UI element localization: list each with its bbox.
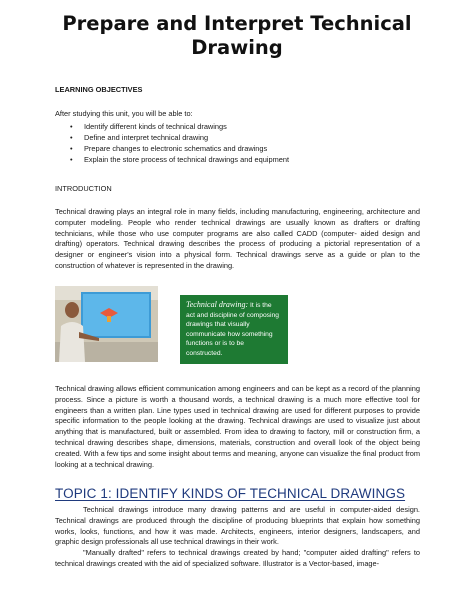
page-title: Prepare and Interpret Technical Drawing <box>62 12 412 59</box>
bullet-icon: • <box>70 144 73 153</box>
callout-term: Technical drawing: <box>186 300 249 309</box>
photo-illustration <box>55 286 158 362</box>
learning-objectives-heading: LEARNING OBJECTIVES <box>55 85 143 94</box>
callout-definition: It is the act and discipline of composing drawings that visually communicate how something functions or is to be constructed. <box>186 302 279 357</box>
list-item: • Explain the store process of technical drawings and equipment <box>70 155 290 164</box>
learning-objectives-intro: After studying this unit, you will be able to: <box>55 109 193 118</box>
introduction-paragraph-1: Technical drawing plays an integral role in many fields, including manufacturing, engineering, architecture and computer modeling. People who render technical drawings are usually known as drafters or drafting technicians, while those who use computer programs are also called CADD (computer- aided design and drafting) operators. Technical drawing describes the process of producing a pictorial representation of a designer or engineer's vision into a physical form. Technical drawings serve as a guide or plan to the construction of whatever is represented in the drawing. <box>55 207 420 270</box>
topic-paragraph-2: "Manually drafted" refers to technical drawings created by hand; "computer aided drafting" refers to technical drawings created with the aid of specialized software. Illustrator is a Vector-based, image- <box>55 548 420 568</box>
learning-objectives-list <box>70 121 289 165</box>
list-item: • Define and interpret technical drawing <box>70 133 209 142</box>
introduction-paragraph-2: Technical drawing allows efficient communication among engineers and can be kept as a record of the planning process. Since a picture is worth a thousand words, a technical drawing is a much more effective tool for engineers than a written plan. Line types used in technical drawing are used for different purposes to provide specific information to the people looking at the drawing. Technical drawings are used to visualize just about anything that is manufactured, built or assembled. From idea to drawing to factory, mill or construction firm, a technical drawing describes shape, dimensions, materials, construction and overall look of the object being created. With a few tips and some insight about terms and meaning, anyone can visualize the final product from looking at a technical drawing. <box>55 384 420 469</box>
bullet-icon: • <box>70 155 73 164</box>
topic-paragraph-1: Technical drawings introduce many drawing patterns and are useful in computer-aided design. Technical drawings are produced through the discipline of producing blueprints that explain how something works, looks, functions, and how it was made. Architects, engineers, interior designers, landscapers, and graphic design professionals all use technical drawings in their work. <box>55 505 420 547</box>
introduction-heading: INTRODUCTION <box>55 184 112 193</box>
topic-heading: TOPIC 1: IDENTIFY KINDS OF TECHNICAL DRAWINGS <box>55 486 406 501</box>
definition-callout <box>180 295 288 364</box>
list-item: • Identify different kinds of technical drawings <box>70 122 227 131</box>
presentation-photo <box>55 286 158 362</box>
bullet-icon: • <box>70 133 73 142</box>
list-item: • Prepare changes to electronic schematics and drawings <box>70 144 268 153</box>
bullet-icon: • <box>70 122 73 131</box>
